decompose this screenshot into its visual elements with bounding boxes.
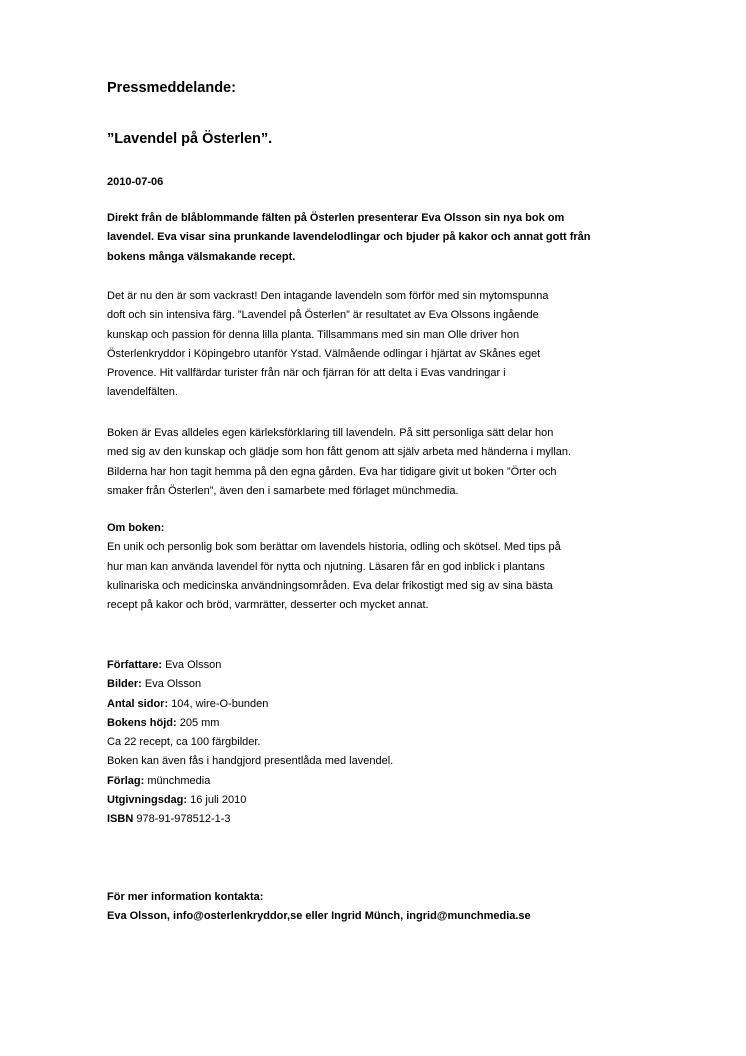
about-line: En unik och personlig bok som berättar om lavendels historia, odling och skötsel. Med tips på xyxy=(107,541,561,554)
body-line: med sig av den kunskap och glädje som hon fått genom att själv arbeta med händerna i myllan. xyxy=(107,446,572,459)
about-section xyxy=(107,519,667,615)
about-heading: Om boken: xyxy=(107,522,165,534)
fact-author: Författare: Eva Olsson xyxy=(107,659,222,671)
fact-isbn: ISBN 978-91-978512-1-3 xyxy=(107,813,231,826)
fact-images: Bilder: Eva Olsson xyxy=(107,678,202,691)
about-line: recept på kakor och bröd, varmrätter, desserter och mycket annat. xyxy=(107,599,429,612)
body-line: Boken är Evas alldeles egen kärleksförklaring till lavendeln. På sitt personliga sätt delar hon xyxy=(107,427,554,439)
contact-heading: För mer information kontakta: xyxy=(107,891,264,903)
fact-publisher: Förlag: münchmedia xyxy=(107,774,211,787)
body-line: Bilderna har hon tagit hemma på den egna gården. Eva har tidigare givit ut boken ”Örter och xyxy=(107,465,557,478)
body-paragraph-1 xyxy=(107,287,667,403)
body-line: doft och sin intensiva färg. ”Lavendel på Österlen” är resultatet av Eva Olssons ingående xyxy=(107,309,539,322)
book-title: ”Lavendel på Österlen”. xyxy=(107,131,273,147)
release-date: 2010-07-06 xyxy=(107,176,164,188)
body-line: Provence. Hit vallfärdar turister från när och fjärran för att delta i Evas vandringar i xyxy=(107,367,506,380)
body-line: Det är nu den är som vackrast! Den intagande lavendeln som förför med sin mytomspunna xyxy=(107,290,549,302)
intro-line: lavendel. Eva visar sina prunkande lavendelodlingar och bjuder på kakor och annat gott från xyxy=(107,231,591,244)
fact-giftbox: Boken kan även fås i handgjord presentlåda med lavendel. xyxy=(107,755,394,768)
body-line: Österlenkryddor i Köpingebro utanför Ystad. Välmående odlingar i hjärtat av Skånes eget xyxy=(107,347,541,360)
intro-line: Direkt från de blåblommande fälten på Österlen presenterar Eva Olsson sin nya bok om xyxy=(107,212,565,224)
about-line: hur man kan använda lavendel för nytta och njutning. Läsaren får en god inblick i plantans xyxy=(107,560,545,573)
body-paragraph-2 xyxy=(107,424,667,501)
body-line: kunskap och passion för denna lilla planta. Tillsammans med sin man Olle driver hon xyxy=(107,328,520,341)
fact-height: Bokens höjd: 205 mm xyxy=(107,716,220,729)
fact-pages: Antal sidor: 104, wire-O-bunden xyxy=(107,697,269,710)
page-title: Pressmeddelande: xyxy=(107,80,236,96)
body-line: smaker från Österlen”, även den i samarbete med förlaget münchmedia. xyxy=(107,484,459,497)
body-line: lavendelfälten. xyxy=(107,386,178,399)
intro-paragraph xyxy=(107,209,667,267)
fact-recipes: Ca 22 recept, ca 100 färgbilder. xyxy=(107,736,261,749)
contact-details: Eva Olsson, info@osterlenkryddor,se eller Ingrid Münch, ingrid@munchmedia.se xyxy=(107,910,531,923)
book-facts xyxy=(107,656,667,830)
contact-section xyxy=(107,888,667,927)
about-line: kulinariska och medicinska användningsområden. Eva delar frikostigt med sig av sina bästa xyxy=(107,579,553,592)
intro-line: bokens många välsmakande recept. xyxy=(107,250,296,263)
fact-release-date: Utgivningsdag: 16 juli 2010 xyxy=(107,794,247,807)
